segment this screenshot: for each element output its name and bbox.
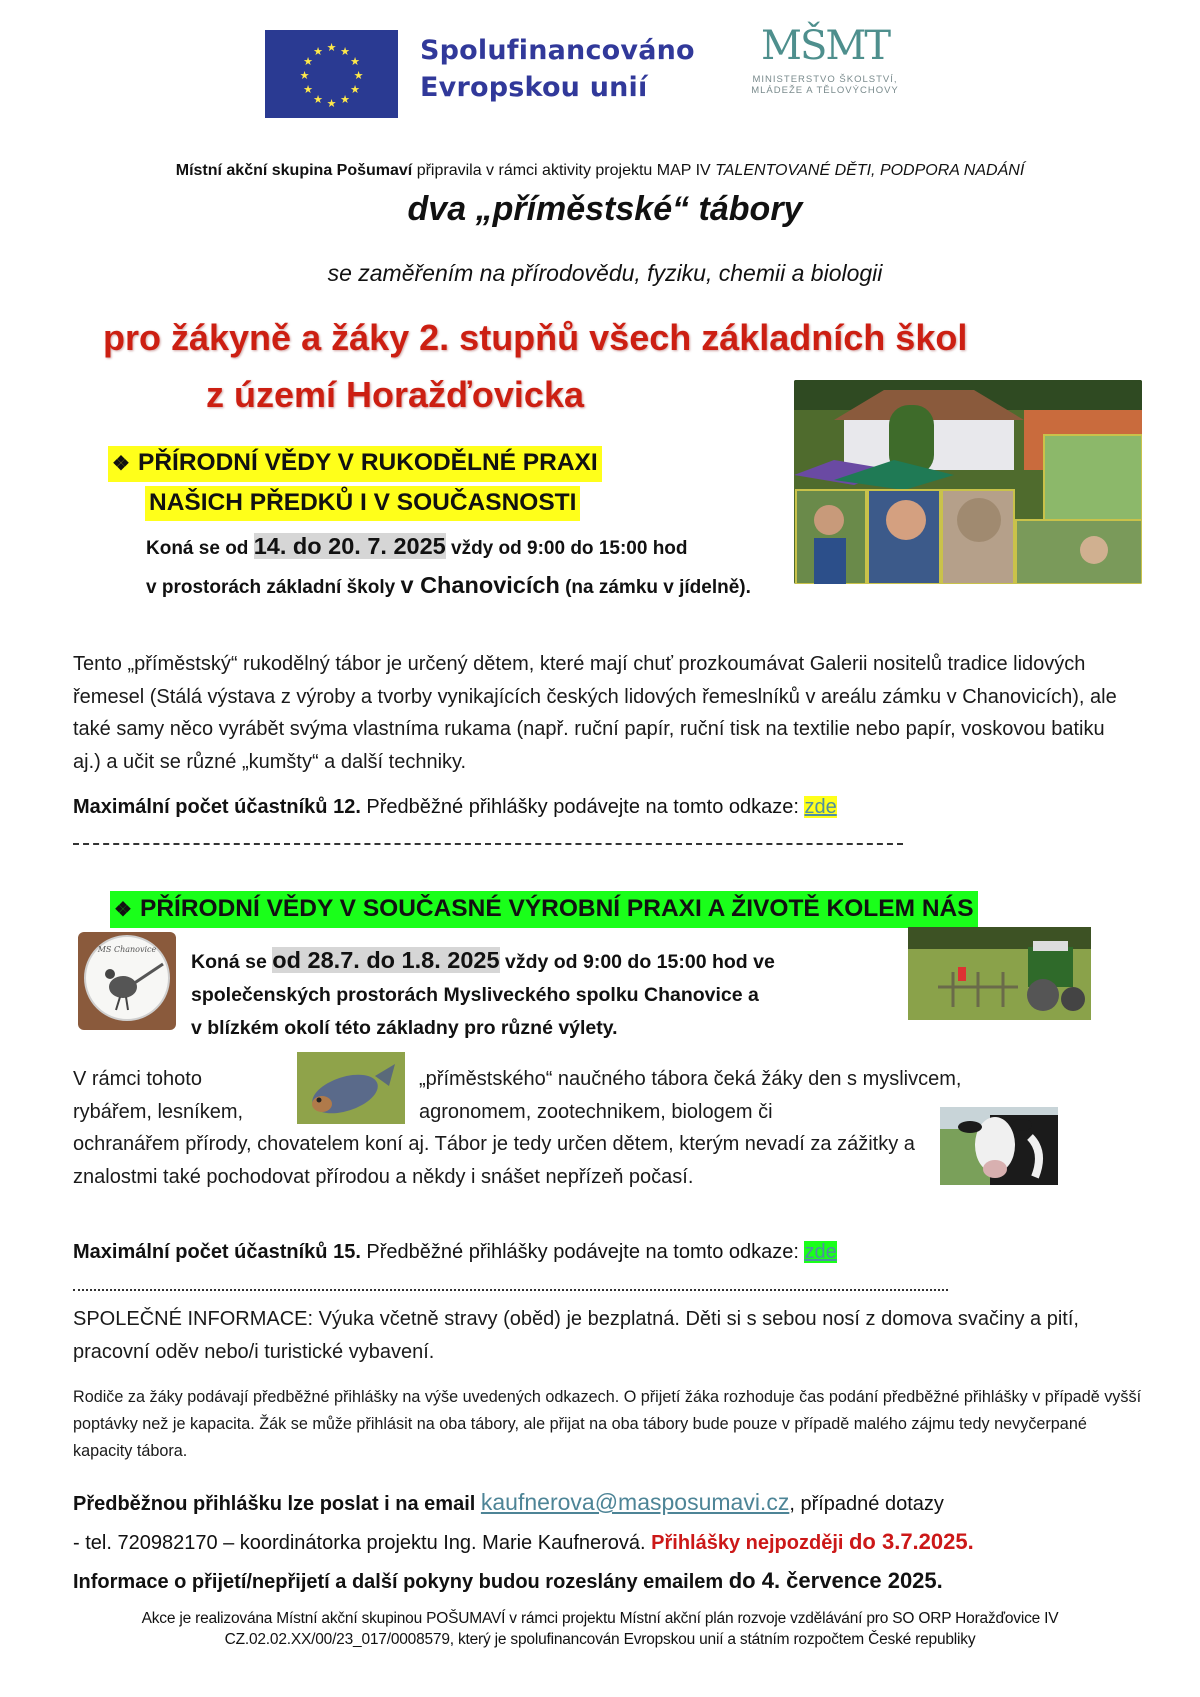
svg-text:★: ★ xyxy=(326,97,337,110)
svg-text:★: ★ xyxy=(340,45,350,58)
cow-photo xyxy=(940,1107,1058,1185)
camp2-dates: od 28.7. do 1.8. 2025 xyxy=(272,947,500,973)
svg-text:★: ★ xyxy=(299,69,310,82)
org-name: Místní akční skupina Pošumaví xyxy=(175,162,413,179)
eu-text-line1: Spolufinancováno xyxy=(420,35,695,66)
svg-text:MS Chanovice: MS Chanovice xyxy=(97,945,157,954)
svg-text:★: ★ xyxy=(303,55,313,68)
eu-stars-icon xyxy=(265,30,398,118)
camp2-signup-text: Předběžné přihlášky podávejte na tomto odkaze: xyxy=(360,1241,805,1263)
fish-photo xyxy=(297,1052,405,1124)
footer xyxy=(0,1608,1200,1650)
msmt-line2: MLÁDEŽE A TĚLOVÝCHOVY xyxy=(751,85,899,96)
msmt-mark: MŠMT xyxy=(761,23,889,69)
svg-text:★: ★ xyxy=(353,69,364,82)
footer-line2: CZ.02.02.XX/00/23_017/0008579, který je spolufinancován Evropskou unií a státním rozpočtem České republiky xyxy=(224,1631,976,1648)
camp1-heading-text1: PŘÍRODNÍ VĚDY V RUKODĚLNÉ PRAXI xyxy=(138,449,598,476)
camp1-dates: 14. do 20. 7. 2025 xyxy=(253,533,446,559)
svg-text:★: ★ xyxy=(303,83,313,96)
camp2-heading xyxy=(110,891,978,928)
camp2-place: společenských prostorách Mysliveckého spolku Chanovice a xyxy=(191,984,759,1006)
camp2-trips: v blízkém okolí této základny pro různé výlety. xyxy=(191,1017,618,1039)
contact-email-label: Předběžnou přihlášku lze poslat i na email xyxy=(73,1493,481,1515)
camp2-desc-part-c: „příměstského“ naučného tábora čeká žáky den s myslivcem, xyxy=(419,1068,962,1090)
svg-text:★: ★ xyxy=(350,55,360,68)
msmt-logo xyxy=(725,23,925,123)
svg-text:★: ★ xyxy=(340,93,350,106)
camp2-desc-rest: ochranářem přírody, chovatelem koní aj. Tábor je tedy určen dětem, kterým nevadí za zážitky a znalostmi také pochodovat přírodou a někdy i snášet nepřízeň počasí. xyxy=(73,1133,915,1188)
contact-phone-text: - tel. 720982170 – koordinátorka projektu Ing. Marie Kaufnerová. xyxy=(73,1532,652,1554)
camp2-desc-part-b: rybářem, lesníkem, xyxy=(73,1101,244,1123)
deadline-label: Přihlášky nejpozději xyxy=(651,1532,849,1554)
hunting-club-logo xyxy=(78,932,176,1030)
camp1-heading-line1 xyxy=(108,446,602,482)
section-divider-dashed xyxy=(73,843,903,845)
tractor-photo xyxy=(908,927,1091,1020)
camp1-info xyxy=(146,528,786,606)
svg-text:★: ★ xyxy=(326,41,337,54)
deadline-date: do 3.7.2025. xyxy=(848,1529,974,1554)
svg-text:★: ★ xyxy=(350,83,360,96)
notification-text: Informace o přijetí/nepřijetí a další pokyny budou rozeslány emailem xyxy=(73,1571,729,1593)
camp2-info-prefix: Koná se xyxy=(191,951,273,973)
audience-line2: z území Horažďovicka xyxy=(206,374,584,415)
intro-line xyxy=(0,162,1200,180)
camp2-desc-part-d: agronomem, zootechnikem, biologem či xyxy=(419,1101,773,1123)
msmt-line1: MINISTERSTVO ŠKOLSTVÍ, xyxy=(752,74,898,85)
contact-line2 xyxy=(73,1523,1173,1562)
svg-text:★: ★ xyxy=(313,93,323,106)
camp1-signup-link[interactable]: zde xyxy=(804,796,837,818)
contact-questions-text: , případné dotazy xyxy=(789,1493,944,1515)
contact-line1 xyxy=(73,1484,1173,1523)
contact-block xyxy=(73,1484,1173,1601)
project-name: TALENTOVANÉ DĚTI, PODPORA NADÁNÍ xyxy=(715,162,1025,179)
contact-line3 xyxy=(73,1562,1173,1601)
page-subtitle: se zaměřením na přírodovědu, fyziku, chemii a biologii xyxy=(327,260,883,286)
camp1-photo-collage xyxy=(794,380,1142,584)
footer-line1: Akce je realizována Místní akční skupinou POŠUMAVÍ v rámci projektu Místní akční plán rozvoje vzdělávání pro SO ORP Horažďovice IV xyxy=(141,1610,1059,1627)
camp1-place: v Chanovicích xyxy=(400,572,560,598)
camp1-info-prefix: Koná se od xyxy=(146,538,254,559)
camp1-heading-line2: NAŠICH PŘEDKŮ I V SOUČASNOSTI xyxy=(145,486,580,521)
camp2-desc-part-a: V rámci tohoto xyxy=(73,1068,202,1090)
diamond-bullet-icon: ❖ xyxy=(112,453,130,475)
page-title: dva „příměstské“ tábory xyxy=(407,190,803,228)
common-info: SPOLEČNÉ INFORMACE: Výuka včetně stravy (oběd) je bezplatná. Děti si s sebou nosí z domova svačiny a pití, pracovní oděv nebo/i turistické vybavení. xyxy=(73,1308,1079,1363)
diamond-bullet-icon: ❖ xyxy=(114,899,132,921)
email-link[interactable]: kaufnerova@masposumavi.cz xyxy=(480,1489,790,1515)
camp2-time: vždy od 9:00 do 15:00 hod ve xyxy=(499,951,775,973)
camp2-signup-link[interactable]: zde xyxy=(804,1241,837,1263)
eu-cofinanced-text xyxy=(420,32,695,106)
camp2-heading-text: PŘÍRODNÍ VĚDY V SOUČASNÉ VÝROBNÍ PRAXI A ŽIVOTĚ KOLEM NÁS xyxy=(140,895,974,922)
section-divider-dotted xyxy=(73,1289,948,1291)
camp1-signup-text: Předběžné přihlášky podávejte na tomto odkaze: xyxy=(360,796,805,818)
camp1-place-prefix: v prostorách základní školy xyxy=(146,577,401,598)
eu-text-line2: Evropskou unií xyxy=(420,72,648,103)
parents-note: Rodiče za žáky podávají předběžné přihlášky na výše uvedených odkazech. O přijetí žáka rozhoduje čas podání předběžné přihlášky v případě vyšší poptávky než je kapacita. Žák se může přihlásit na oba tábory, ale přijat na oba tábory bude pouze v případě malého zájmu tedy nevyčerpané kapacity tábora. xyxy=(73,1388,1142,1460)
camp2-info xyxy=(191,944,891,1045)
intro-text: připravila v rámci aktivity projektu MAP IV xyxy=(412,162,716,179)
eu-flag-logo xyxy=(265,30,398,118)
camp2-max-participants: Maximální počet účastníků 15. xyxy=(73,1241,361,1263)
svg-text:★: ★ xyxy=(313,45,323,58)
audience-line1: pro žákyně a žáky 2. stupňů všech základních škol xyxy=(103,317,968,358)
camp1-description: Tento „příměstský“ rukodělný tábor je určený dětem, které mají chuť prozkoumávat Galerii nositelů tradice lidových řemesel (Stálá výstava z výroby a tvorby vynikajících českých lidových řemeslníků v areálu zámku v Chanovicích), ale také samy něco vyrábět svýma vlastníma rukama (např. ruční papír, ruční tisk na textilie nebo papír, voskovou batiku aj.) a učit se různé „kumšty“ a další techniky. xyxy=(73,653,1117,773)
camp1-place-suffix: (na zámku v jídelně). xyxy=(559,577,751,598)
camp1-time: vždy od 9:00 do 15:00 hod xyxy=(445,538,688,559)
camp1-max-participants: Maximální počet účastníků 12. xyxy=(73,796,361,818)
camp2-signup-line xyxy=(73,1241,837,1264)
camp1-signup-line xyxy=(73,796,837,819)
notification-date: do 4. července 2025. xyxy=(728,1568,943,1593)
